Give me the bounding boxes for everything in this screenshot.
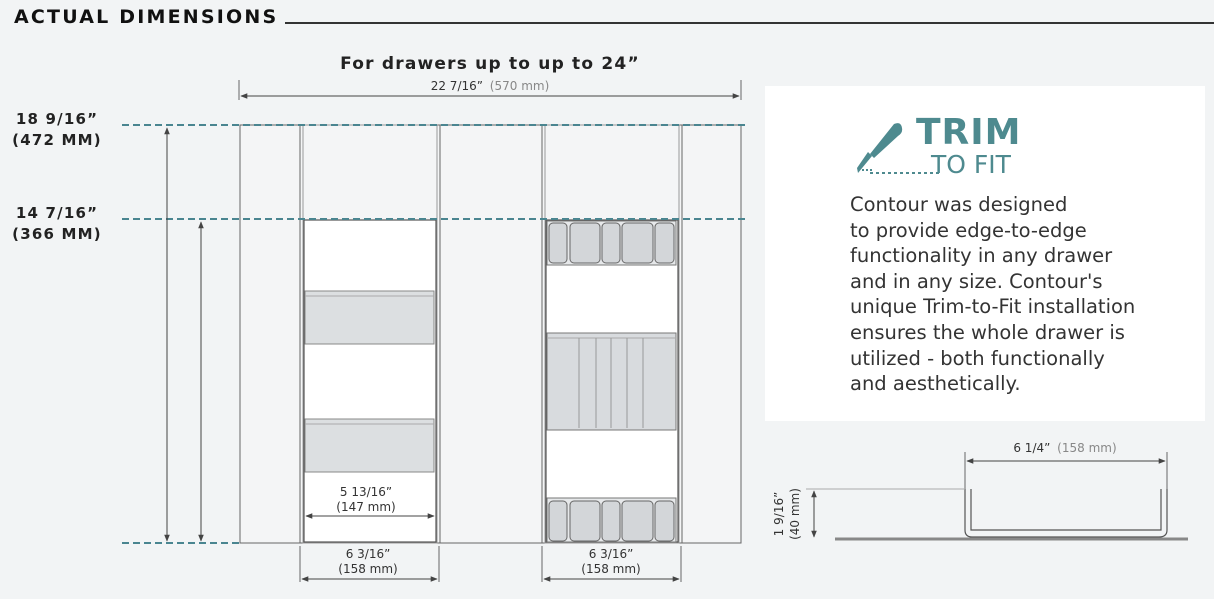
profile-height-metric: (40 mm) bbox=[788, 488, 802, 540]
right-module-width-metric: (158 mm) bbox=[581, 562, 641, 576]
inner-width-metric: (147 mm) bbox=[336, 500, 396, 514]
profile-height-imperial: 1 9/16” bbox=[772, 491, 786, 537]
left-bin-lower bbox=[305, 419, 434, 472]
right-module-width-imperial: 6 3/16” bbox=[588, 547, 634, 561]
tray-cell bbox=[570, 223, 600, 263]
to-fit-title: TO FIT bbox=[931, 150, 1011, 179]
tray-cell bbox=[549, 501, 567, 541]
tray-cell bbox=[570, 501, 600, 541]
trim-title: TRIM bbox=[916, 112, 1022, 153]
tray-cell bbox=[655, 501, 674, 541]
trim-dotted-line bbox=[870, 170, 940, 176]
tall-height-metric: (472 MM) bbox=[12, 131, 102, 149]
short-height-metric: (366 MM) bbox=[12, 225, 102, 243]
trim-to-fit-description: Contour was designed to provide edge-to-edge functionality in any drawer and in any size. Contour's unique Trim-to-Fit installation ensures the whole drawer is utilized - both functionally and aesthetically. bbox=[850, 193, 1136, 396]
total-width-metric: (570 mm) bbox=[489, 79, 550, 93]
profile-inner-edge bbox=[971, 489, 1161, 530]
left-module-width-imperial: 6 3/16” bbox=[345, 547, 391, 561]
diagram-title: For drawers up to up to 24” bbox=[340, 54, 640, 74]
knife-icon bbox=[854, 118, 906, 178]
tray-cell bbox=[622, 223, 653, 263]
tray-cell bbox=[655, 223, 674, 263]
tray-cell bbox=[602, 501, 620, 541]
inner-width-imperial: 5 13/16” bbox=[339, 485, 393, 499]
tall-height-imperial: 18 9/16” bbox=[15, 110, 99, 128]
profile-width-imperial: 6 1/4” bbox=[1013, 441, 1051, 455]
tray-cell bbox=[549, 223, 567, 263]
total-width-label bbox=[431, 79, 550, 93]
left-module-width-metric: (158 mm) bbox=[338, 562, 398, 576]
profile-width-metric: (158 mm) bbox=[1057, 441, 1117, 455]
profile-width-label bbox=[1013, 441, 1116, 455]
page-title: ACTUAL DIMENSIONS bbox=[14, 6, 279, 28]
short-height-imperial: 14 7/16” bbox=[15, 204, 99, 222]
tray-cell bbox=[602, 223, 620, 263]
left-bin-upper bbox=[305, 291, 434, 344]
tray-cell bbox=[622, 501, 653, 541]
total-width-imperial: 22 7/16” bbox=[430, 79, 483, 93]
